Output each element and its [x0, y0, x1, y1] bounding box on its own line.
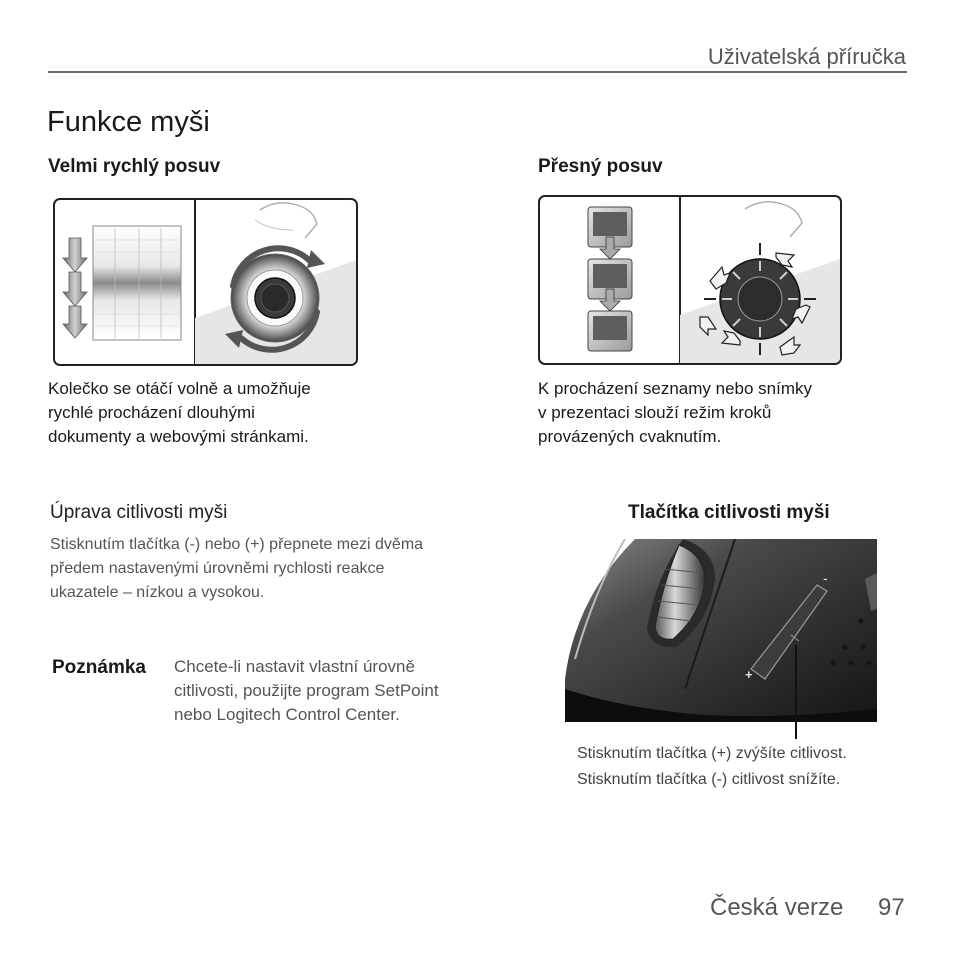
mouse-photo — [565, 539, 877, 722]
text-line: Chcete-li nastavit vlastní úrovně — [174, 657, 415, 676]
note-label: Poznámka — [52, 657, 146, 678]
page-number: 97 — [878, 894, 905, 921]
footer-language: Česká verze — [710, 894, 844, 921]
header-title: Uživatelská příručka — [707, 44, 906, 69]
sensitivity-description — [50, 533, 510, 605]
fast-scroll-description — [48, 377, 388, 449]
precise-scroll-heading: Přesný posuv — [538, 156, 663, 177]
minus-symbol: - — [823, 570, 828, 586]
text-line: ukazatele – nízkou a vysokou. — [50, 584, 265, 601]
text-line: K procházení seznamy nebo snímky — [538, 379, 813, 398]
precise-scroll-description — [538, 377, 878, 449]
text-line: nebo Logitech Control Center. — [174, 705, 400, 724]
note-text — [174, 655, 494, 727]
fast-scroll-illustration — [53, 198, 358, 366]
callout-line — [795, 645, 797, 739]
sensitivity-buttons-heading: Tlačítka citlivosti myši — [628, 502, 830, 523]
document-icon — [93, 226, 181, 340]
sensitivity-caption — [577, 741, 847, 793]
text-line: v prezentaci slouží režim kroků — [538, 403, 772, 422]
text-line: Stisknutím tlačítka (-) nebo (+) přepnete mezi dvěma — [50, 536, 424, 553]
down-arrow-icon — [63, 238, 87, 338]
header-divider — [48, 71, 907, 73]
precise-scroll-illustration — [538, 195, 842, 365]
sensitivity-heading: Úprava citlivosti myši — [50, 502, 228, 523]
fast-scroll-heading: Velmi rychlý posuv — [48, 156, 221, 177]
finger-icon — [745, 202, 802, 237]
finger-icon — [255, 203, 317, 238]
text-line: Stisknutím tlačítka (-) citlivost snížíte. — [577, 771, 841, 788]
text-line: Kolečko se otáčí volně a umožňuje — [48, 379, 311, 398]
slide-stack-icon — [588, 207, 632, 351]
text-line: provázených cvaknutím. — [538, 427, 722, 446]
plus-symbol: + — [745, 667, 753, 682]
text-line: Stisknutím tlačítka (+) zvýšíte citlivost. — [577, 745, 847, 762]
text-line: dokumenty a webovými stránkami. — [48, 427, 309, 446]
text-line: předem nastavenými úrovněmi rychlosti reakce — [50, 560, 385, 577]
text-line: rychlé procházení dlouhými — [48, 403, 255, 422]
page-title: Funkce myši — [47, 106, 210, 138]
text-line: citlivosti, použijte program SetPoint — [174, 681, 439, 700]
